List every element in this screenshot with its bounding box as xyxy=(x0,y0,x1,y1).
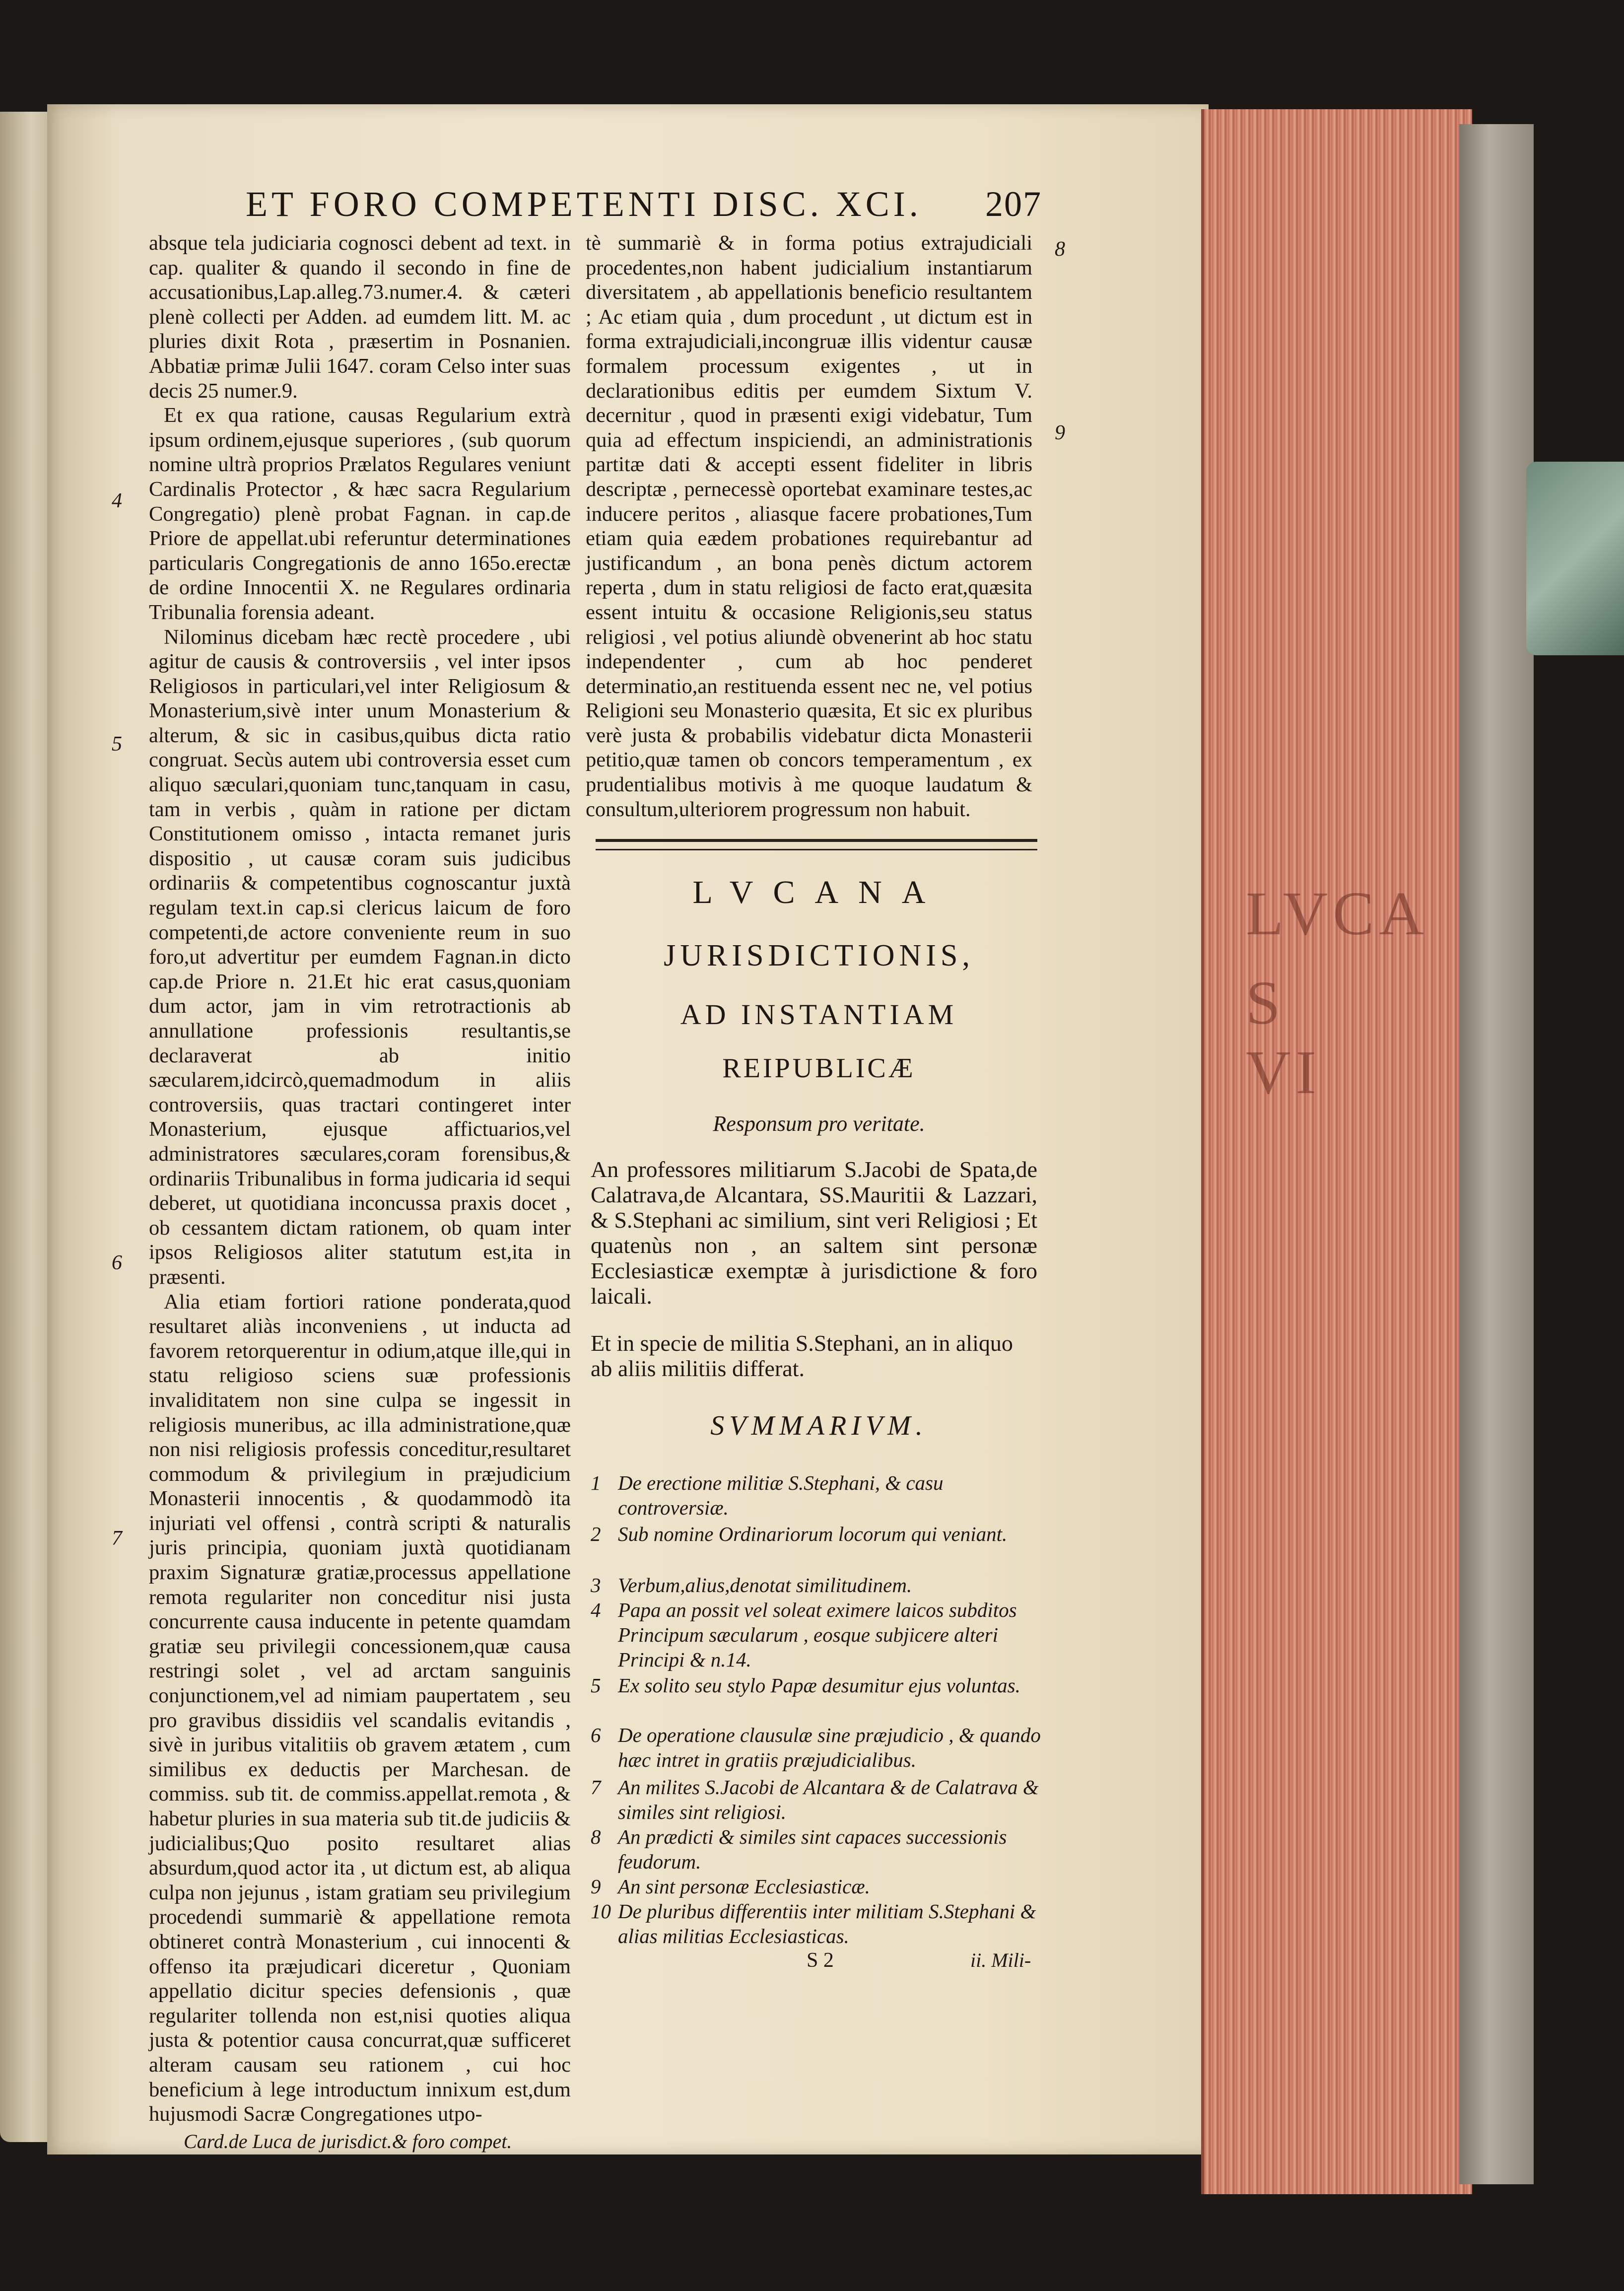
paragraph: Alia etiam fortiori ratione ponderata,quod resultaret aliàs inconveniens , ut inducta ad favorem retorquerentur in odium,atque ille,qui in statu religioso sciens suæ professionis invaliditatem non sine culpa se ingessit in religiosis muneribus, ac illa administratione,quæ non nisi religiosis professis conceditur,resultaret commodum & privilegium in præjudicium Monasterii innocentis , & quodammodò ita injuriati vel offensi , contrà scripti & naturalis juris principia, quoniam juxtà quotidianam praxim Signaturæ gratiæ,processus appellatione remota regulariter non conceditur nisi justa concurrente causa inducente in petente quamdam gratiæ seu privilegii concessionem,quæ causa restringi solet , vel ad arctam sanguinis conjunctionem,vel ad nimiam paupertatem , seu pro gravibus dissidiis vel scandalis evitandis , sivè in juribus vitalitiis ob gravem ætatem , cum similibus ex deductis per Marchesan. de commiss. sub tit. de commiss.appellat.remota , & habetur pluries in sua materia sub tit.de judiciis & judicialibus;Quo posito resultaret alias absurdum,quod actor ita , ut dictum est, ab aliqua culpa non jejunus , istam gratiam seu privilegium procedendi summariè & appellatione remota obtineret contrà Monasterium , cui innocenti & offenso ita præjudicari diceretur , Quoniam appellatio dicitur species defensionis , quæ regulariter tollenda non est,nisi quoties aliqua justa & potentior causa concurrat,quæ sufficeret alteram causam seu rationem , cui hoc beneficium à lege introductum innixum est,dum hujusmodi Sacræ Congregationes utpo- xyxy=(149,1290,571,2126)
summary-number: 1 xyxy=(591,1471,601,1494)
margin-number: 7 xyxy=(112,1527,122,1550)
question-2: Et in specie de militia S.Stephani, an in aliquo ab aliis militiis differat. xyxy=(591,1330,1013,1381)
right-column xyxy=(586,231,1032,822)
section-divider xyxy=(596,839,1037,850)
margin-number: 4 xyxy=(112,489,122,512)
left-footer: Card.de Luca de jurisdict.& foro compet. xyxy=(184,2130,512,2152)
section-title-line: JURISDICTIONIS, xyxy=(664,939,974,972)
summary-heading: SVMMARIVM. xyxy=(710,1410,928,1441)
margin-number: 5 xyxy=(112,733,122,756)
paragraph: Et ex qua ratione, causas Regularium extrà ipsum ordinem,ejusque superiores , (sub quorum nomine ultrà proprios Prælatos Regulares veniunt Cardinalis Protector , & hæc sacra Regularium Congregatio) plenè probat Fagnan. in cap.de Priore de appellat.ubi referuntur determinationes particularis Congregationis de anno 165o.erectæ de ordine Innocentii X. ne Regulares ordinaria Tribunalia forensia adeant. xyxy=(149,404,571,624)
paragraph: tè summariè & in forma potius extrajudiciali procedentes,non habent judicialium instantiarum diversitatem , ab appellationis beneficio resultantem ; Ac etiam quia , dum procedunt , ut dictum est in forma extrajudiciali,incongruæ illis videntur causæ formalem processum exigentes , ut in declarationibus editis per eumdem Sixtum V. decernitur , quod in præsenti exigi videbatur, Tum quia ad effectum inspiciendi, an administrationis partitæ dati & accepti essent fideliter in libris descriptæ , pernecessè oportebat examinare testes,ac inducere peritos , aliasque facere probationes,Tum etiam quia eædem probationes requirebantur ad justificandum , an bona penès dictum actorem reperta , dum in statu religiosi de facto erat,quæsita essent intuitu & occasione Religionis,seu status religiosi , vel potius aliundè obvenerint ab hoc statu independenter , cum ab hoc penderet determinatio,an restituenda essent nec ne, vel potius Religioni seu Monasterio quæsita, Et sic ex pluribus verè justa & probabilis videbatur dicta Monasterii petitio,quæ tamen ob concors temperamentum , ex prudentialibus motivis à me quoque laudatum & consultum,ulteriorem progressum non habuit. xyxy=(586,231,1032,821)
page-number: 207 xyxy=(985,184,1042,224)
margin-number: 6 xyxy=(112,1251,122,1274)
summary-item xyxy=(591,1470,1047,1520)
margin-number: 9 xyxy=(1055,421,1065,444)
summary-text: Sub nomine Ordinariorum locorum qui veniant. xyxy=(618,1523,1008,1545)
summary-number: 4 xyxy=(591,1598,601,1621)
book-cover-board xyxy=(1459,124,1534,2184)
left-column xyxy=(149,231,571,2153)
summary-number: 9 xyxy=(591,1875,601,1898)
summary-text: Ex solito seu stylo Papæ desumitur ejus voluntas. xyxy=(618,1674,1020,1697)
summary-number: 7 xyxy=(591,1776,601,1799)
summary-item xyxy=(591,1573,1047,1597)
summary-number: 6 xyxy=(591,1724,601,1746)
question: An professores militiarum S.Jacobi de Spata,de Calatrava,de Alcantara, SS.Mauritii & Lazzari, & S.Stephani ac similium, sint veri Religiosi ; Et quatenùs non , an saltem sint personæ Ecclesiasticæ exemptæ à jurisdictione & foro laicali. xyxy=(591,1157,1037,1309)
summary-number: 3 xyxy=(591,1574,601,1597)
summary-item xyxy=(591,1597,1047,1672)
summary-item xyxy=(591,1522,1047,1546)
summary-item xyxy=(591,1899,1047,1948)
summary-number: 2 xyxy=(591,1523,601,1545)
paragraph: Nilominus dicebam hæc rectè procedere , ubi agitur de causis & controversiis , vel inter ipsos Religiosos in particulari,vel inter Religiosum & Monasterium,sivè inter unum Monasterium & alterum, & sic in casibus,quibus dicta ratio congruat. Secùs autem ubi controversia esset cum aliquo sæculari,quoniam tunc,tanquam in casu, tam in verbis , quàm in ratione per dictam Constitutionem omisso , intacta remanet juris dispositio , ut causæ coram suis judicibus ordinariis & competentibus cognoscantur juxtà regulam text.in cap.si clericus laicum de foro competenti,de actore conveniente reum in suo foro,ut advertitur per eumdem Fagnan.in dicto cap.de Priore n. 21.Et hic erat casus,quoniam dum actor, jam in vim retrotractionis ab annullatione professionis resultantis,se declaraverat ab initio sæcularem,idcircò,quemadmodum in aliis controversiis, quas tractari contingeret inter Monasterium, ejusque affictuarios,vel administratores sæculares,coram forensibus,& ordinariis Tribunalibus in forma judicaria id sequi deberet, ut quotidiana inconcussa praxis docet , ob cessantem dictam rationem, ob quam inter ipsos Religiosos aliter statutum est,ita in præsenti. xyxy=(149,625,571,1289)
margin-number: 8 xyxy=(1055,238,1065,261)
summary-number: 10 xyxy=(591,1900,611,1923)
running-header: ET FORO COMPETENTI DISC. XCI. xyxy=(246,184,922,224)
summary-text: De operatione clausulæ sine præjudicio , & quando hæc intret in gratiis præjudicialibus. xyxy=(618,1724,1041,1771)
summary-item xyxy=(591,1723,1047,1772)
summary-text: An prædicti & similes sint capaces successionis feudorum. xyxy=(618,1825,1007,1873)
metal-clasp xyxy=(1526,462,1624,655)
section-title-line: AD INSTANTIAM xyxy=(680,998,958,1031)
summary-text: An sint personæ Ecclesiasticæ. xyxy=(618,1875,870,1898)
summary-item xyxy=(591,1673,1047,1698)
bleed-through-mark: S xyxy=(1246,969,1286,1038)
bleed-through-mark: LVCA xyxy=(1246,880,1429,948)
summary-text: An milites S.Jacobi de Alcantara & de Calatrava & similes sint religiosi. xyxy=(618,1776,1039,1823)
summary-text: De erectione militiæ S.Stephani, & casu controversiæ. xyxy=(618,1471,944,1519)
signature-mark: S 2 xyxy=(807,1949,834,1972)
page-fore-edge xyxy=(1201,109,1472,2194)
summary-text: Papa an possit vel soleat eximere laicos subditos Principum sæcularum , eosque subjicere alteri Principi & n.14. xyxy=(618,1598,1017,1671)
summary-number: 5 xyxy=(591,1674,601,1697)
section-title-line: REIPUBLICÆ xyxy=(722,1053,916,1084)
catchword: ii. Mili- xyxy=(970,1949,1031,1971)
summary-item xyxy=(591,1874,1047,1899)
summary-item xyxy=(591,1824,1047,1874)
section-title: LVCANA xyxy=(692,874,946,910)
subtitle: Responsum pro veritate. xyxy=(713,1111,925,1136)
summary-text: De pluribus differentiis inter militiam S.Stephani & alias militias Ecclesiasticas. xyxy=(618,1900,1036,1947)
facing-page-edge xyxy=(0,112,52,2142)
bleed-through-mark: VI xyxy=(1246,1039,1321,1107)
summary-text: Verbum,alius,denotat similitudinem. xyxy=(618,1574,912,1597)
summary-item xyxy=(591,1775,1047,1824)
paragraph: absque tela judiciaria cognosci debent ad text. in cap. qualiter & quando il secondo in fine de accusationibus,Lap.alleg.73.numer.4. & cæteri plenè collecti per Adden. ad eumdem litt. M. ac pluries dixit Rota , præsertim in Posnanien. Abbatiæ primæ Julii 1647. coram Celso inter suas decis 25 numer.9. xyxy=(149,231,571,403)
summary-number: 8 xyxy=(591,1825,601,1848)
